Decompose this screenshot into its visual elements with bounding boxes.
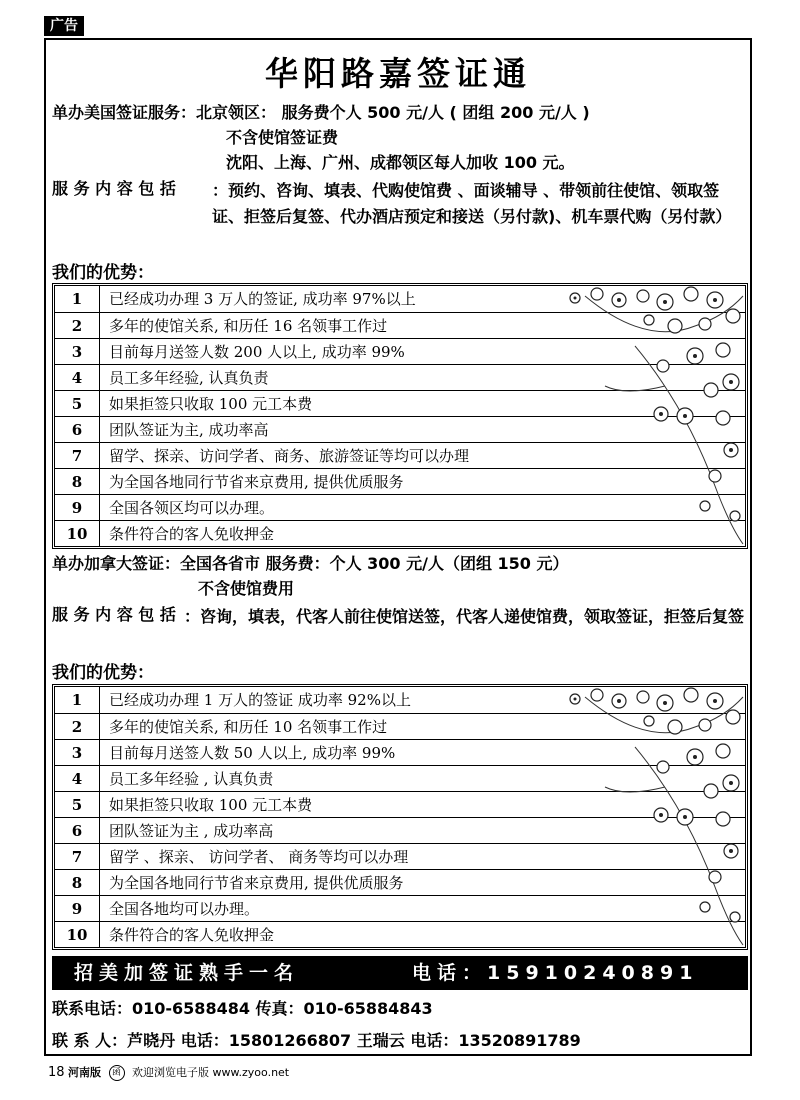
row-number: 9 [55,896,100,921]
table-row [55,895,745,921]
us-exclusion-note: 不含使馆签证费 [226,128,339,147]
ad-frame [44,38,752,1056]
us-services-label: 服 务 内 容 包 括 [52,179,176,198]
row-text: 为全国各地同行节省来京费用, 提供优质服务 [109,473,404,491]
table-row [55,739,745,765]
row-text: 团队签证为主 , 成功率高 [109,822,274,840]
table-row [55,843,745,869]
magazine-logo-icon: 函 [109,1065,125,1081]
row-number: 4 [55,766,100,791]
row-number: 7 [55,844,100,869]
row-number: 8 [55,469,100,494]
row-number: 4 [55,365,100,390]
row-number: 1 [55,687,100,713]
row-number: 2 [55,714,100,739]
row-text: 条件符合的客人免收押金 [109,926,275,944]
ca-services-value: ：咨询，填表，代客人前往使馆送签，代客人递使馆费，领取签证，拒签后复签 [184,607,745,626]
row-text: 目前每月送签人数 200 人以上, 成功率 99% [109,343,405,361]
table-row [55,791,745,817]
row-text: 团队签证为主, 成功率高 [109,421,269,439]
row-text: 如果拒签只收取 100 元工本费 [109,796,313,814]
row-text: 员工多年经验, 认真负责 [109,369,269,387]
row-text: 多年的使馆关系, 和历任 16 名领事工作过 [109,317,388,335]
row-text: 全国各领区均可以办理。 [109,499,275,517]
us-service-line [52,102,590,124]
ca-exclusion-note: 不含使馆费用 [198,579,295,598]
table-row [55,364,745,390]
row-number: 6 [55,417,100,442]
us-advantages-table [52,283,748,549]
table-row [55,817,745,843]
row-number: 6 [55,818,100,843]
row-text: 已经成功办理 1 万人的签证 成功率 92%以上 [109,691,411,709]
row-number: 1 [55,286,100,312]
ca-service-label: 单办加拿大签证 [52,554,165,573]
table-row [55,442,745,468]
us-surcharge-note: 沈阳、上海、广州、成都领区每人加收 100 元。 [226,153,575,172]
page-title: 华阳路嘉签证通 [265,54,531,93]
table-row [55,312,745,338]
edition-label: 河南版 [68,1066,102,1079]
row-text: 留学 、探亲、 访问学者、 商务等均可以办理 [109,848,409,866]
table-row [55,869,745,895]
row-number: 2 [55,313,100,338]
row-text: 为全国各地同行节省来京费用, 提供优质服务 [109,874,404,892]
row-number: 9 [55,495,100,520]
row-number: 3 [55,740,100,765]
contact-phone-fax: 联系电话：010-6588484 传真：010-65884843 [52,999,433,1018]
row-number: 8 [55,870,100,895]
us-advantages-heading: 我们的优势： [52,263,154,283]
row-number: 10 [55,922,100,947]
contact-persons: 联 系 人：芦晓丹 电话：15801266807 王瑞云 电话：13520891789 [52,1031,581,1050]
page-number: 18 [48,1065,65,1080]
table-row [55,765,745,791]
ca-services-label: 服 务 内 容 包 括 [52,605,176,624]
table-row [55,468,745,494]
row-text: 留学、探亲、访问学者、商务、旅游签证等均可以办理 [109,447,470,465]
row-number: 7 [55,443,100,468]
ca-advantages-heading: 我们的优势： [52,663,154,683]
row-text: 多年的使馆关系, 和历任 10 名领事工作过 [109,718,388,736]
row-text: 目前每月送签人数 50 人以上, 成功率 99% [109,744,396,762]
ca-service-line [52,553,569,575]
ad-tag: 广告 [44,16,84,36]
table-row [55,286,745,312]
row-number: 5 [55,391,100,416]
row-text: 已经成功办理 3 万人的签证, 成功率 97%以上 [109,290,416,308]
row-text: 如果拒签只收取 100 元工本费 [109,395,313,413]
table-row [55,494,745,520]
us-service-label: 单办美国签证服务 [52,103,181,122]
table-row [55,921,745,947]
table-row [55,687,745,713]
recruit-banner [52,956,748,990]
ca-advantages-table [52,684,748,950]
table-row [55,713,745,739]
table-row [55,416,745,442]
row-text: 全国各地均可以办理。 [109,900,260,918]
footer-slogan: 欢迎浏览电子版 www.zyoo.net [132,1066,290,1079]
row-number: 10 [55,521,100,546]
row-number: 5 [55,792,100,817]
table-row [55,520,745,546]
us-services-value: ：预约、咨询、填表、代购使馆费 、面谈辅导 、带领前往使馆、领取签证、拒签后复签、代办酒店预定和接送（另付款)、机车票代购（另付款） [212,181,732,226]
recruit-phone: 电话：15910240891 [412,962,699,984]
page-footer [48,1064,289,1081]
row-text: 员工多年经验 , 认真负责 [109,770,274,788]
ca-service-value: ：全国各省市 服务费：个人 300 元/人（团组 150 元） [164,554,569,573]
table-row [55,338,745,364]
row-number: 3 [55,339,100,364]
us-service-value: ：北京领区： 服务费个人 500 元/人 ( 团组 200 元/人 ) [180,103,590,122]
row-text: 条件符合的客人免收押金 [109,525,275,543]
table-row [55,390,745,416]
recruit-text: 招美加签证熟手一名 [74,962,300,984]
